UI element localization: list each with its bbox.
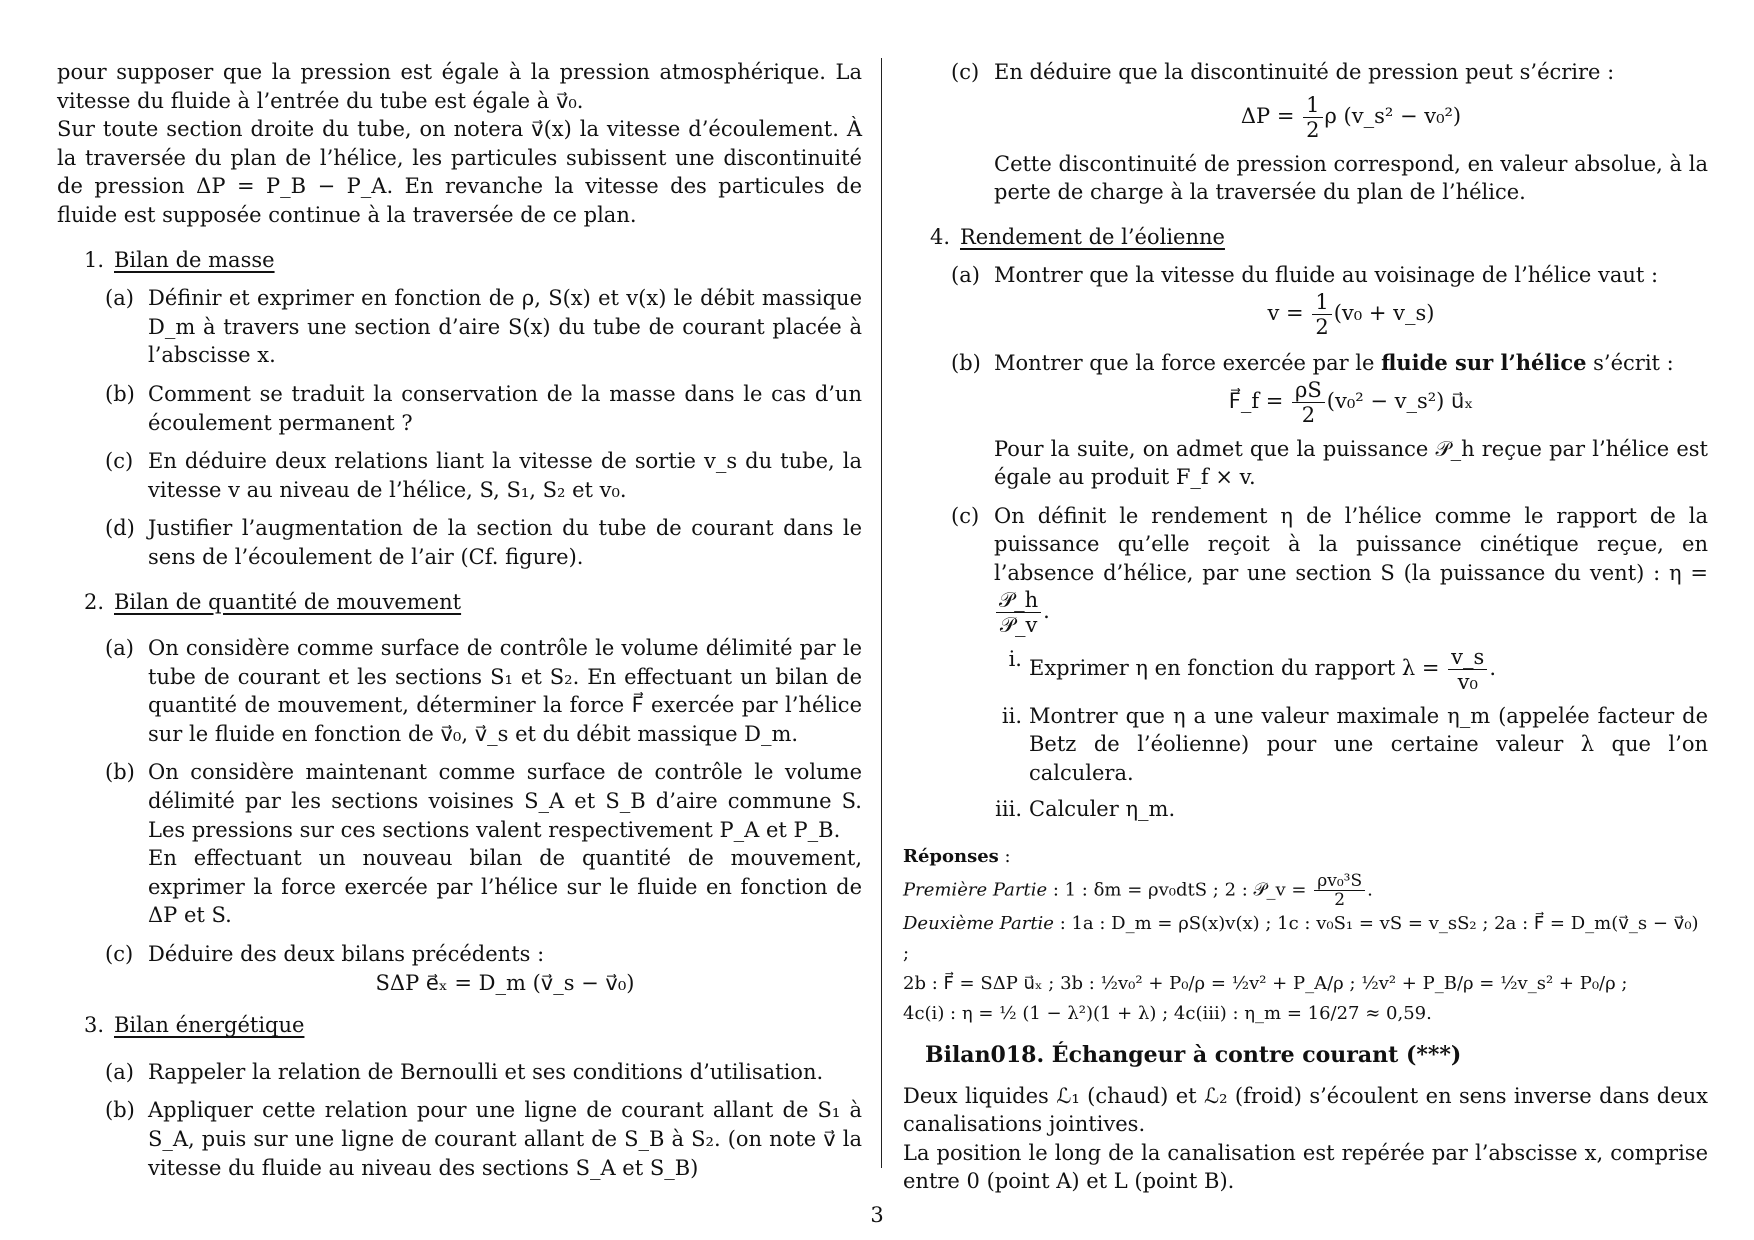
left-column [57, 58, 862, 1182]
item-label: (c) [105, 942, 134, 967]
fraction-denominator: 2 [1334, 889, 1346, 910]
item-text: On définit le rendement η de l’hélice comme le rapport de la puissance qu’elle reçoit à la puissance cinétique reçue, en l’absence d’hélice, par une section S (la puissance du vent) : η = [994, 503, 1708, 585]
item-text: Montrer que la vitesse du fluide au voisinage de l’hélice vaut : [994, 263, 1659, 288]
item-text: Exprimer η en fonction du rapport λ = [1029, 655, 1440, 680]
item-label: (a) [105, 1059, 134, 1084]
item-text: On considère maintenant comme surface de contrôle le volume délimité par les sections voisines S_A et S_B d’aire commune S. Les pressions sur ces sections valent respectivement P_A et P_B. [148, 760, 862, 842]
question-4a [903, 261, 1708, 290]
column-divider [881, 58, 882, 1168]
question-4b-note: Pour la suite, on admet que la puissance 𝒫_h reçue par l’hélice est égale au produit F_f × v. [994, 436, 1708, 490]
equation-3c [903, 93, 1708, 142]
equation-rhs: (v₀² − v_s²) u⃗ₓ [1326, 388, 1474, 413]
fraction-numerator: ρS [1292, 378, 1325, 403]
exercise-paragraph-2: La position le long de la canalisation est repérée par l’abscisse x, comprise entre 0 (point A) et L (point B). [903, 1140, 1708, 1194]
fraction-numerator: ρv₀³S [1314, 872, 1365, 891]
answers-line-3: 2b : F⃗ = SΔP u⃗ₓ ; 3b : ½v₀² + P₀/ρ = ½v² + P_A/ρ ; ½v² + P_B/ρ = ½v_s² + P₀/ρ ; [903, 972, 1628, 994]
item-label: (b) [105, 1098, 135, 1123]
item-text: Comment se traduit la conservation de la masse dans le cas d’un écoulement permanent ? [148, 381, 862, 435]
answers-text: : 1 : δm = ρv₀dtS ; 2 : 𝒫_v = [1047, 879, 1307, 901]
item-text: Calculer η_m. [1029, 797, 1176, 822]
fraction-denominator: 𝒫_v [999, 612, 1038, 637]
question-4c-i: i. Exprimer η en fonction du rapport λ = $\frac{v\_s}{\text{v₀}}$ . [903, 645, 1708, 694]
item-text: On considère comme surface de contrôle le volume délimité par le tube de courant et les sections S₁ et S₂. En effectuant un bilan de quantité de mouvement, déterminer la force F⃗ exercée par l’hélice sur le fluide en fonction de v⃗₀, v⃗_s et du débit massique D_m. [148, 636, 862, 746]
question-4c: (c) On définit le rendement η de l’hélice comme le rapport de la puissance qu’elle reçoit à la puissance cinétique reçue, en l’absence d’hélice, par une section S (la puissance du vent) : η = $\frac{\text{𝒫\_h}}{\text{𝒫\_v}}$ . [951, 503, 1708, 637]
item-label: i. [1008, 646, 1022, 671]
equation-rhs: (v₀ + v_s) [1333, 300, 1435, 325]
fraction-denominator: 2 [1301, 402, 1316, 427]
answers-part-label: Première Partie [903, 879, 1048, 901]
item-label: (c) [951, 60, 980, 84]
equation-lhs: v = [1267, 300, 1304, 325]
fraction-half [1312, 290, 1331, 339]
section-title: Bilan de masse [114, 247, 275, 272]
item-text: En déduire que la discontinuité de pression peut s’écrire : [994, 60, 1615, 84]
question-3a [57, 1058, 862, 1087]
equation-rhs: ρ (v_s² − v₀²) [1324, 103, 1462, 128]
section-title: Bilan de quantité de mouvement [114, 589, 462, 614]
question-1a [57, 284, 862, 370]
answers-part-label: Deuxième Partie [903, 912, 1054, 934]
item-label: ii. [1001, 703, 1022, 728]
fraction-denominator: 2 [1315, 314, 1329, 339]
question-1c [57, 447, 862, 504]
fraction-denominator: 2 [1306, 117, 1320, 142]
answers-label: Réponses [903, 845, 999, 867]
answers-line-2 [903, 909, 1708, 969]
item-label: (a) [105, 286, 134, 311]
item-label: (b) [105, 381, 135, 406]
answers-line-1: Première Partie : 1 : δm = ρv₀dtS ; 2 : 𝒫_v = $\frac{\text{ρv₀³S}}{2}$ . [903, 870, 1373, 910]
equation-2c: SΔP e⃗ₓ = D_m (v⃗_s − v⃗₀) [375, 970, 635, 995]
item-text: Montrer que η a une valeur maximale η_m (appelée facteur de Betz de l’éolienne) pour une certaine valeur λ que l’on calculera. [1029, 703, 1708, 785]
question-2c [57, 940, 862, 969]
equation-4b [903, 378, 1708, 427]
fraction-numerator: 1 [1312, 290, 1331, 315]
section-title: Rendement de l’éolienne [960, 224, 1225, 249]
fraction-rhoS-over-2 [1292, 378, 1325, 427]
section-2-heading [57, 588, 862, 617]
question-2b [57, 758, 862, 930]
section-number: 3. [84, 1013, 105, 1038]
item-text: Déduire des deux bilans précédents : [148, 942, 545, 967]
question-1b [57, 380, 862, 437]
section-number: 1. [84, 247, 105, 272]
intro-paragraph-1: pour supposer que la pression est égale à la pression atmosphérique. La vitesse du fluide à l’entrée du tube est égale à v⃗₀. [57, 60, 862, 113]
item-text: Rappeler la relation de Bernoulli et ses conditions d’utilisation. [148, 1059, 824, 1084]
item-text: Appliquer cette relation pour une ligne de courant allant de S₁ à S_A, puis sur une ligne de courant allant de S_B à S₂. (on note v⃗ la vitesse du fluide au niveau des sections S_A et S_B) [148, 1098, 862, 1180]
question-3b [57, 1096, 862, 1182]
item-label: (b) [951, 350, 981, 375]
fraction-lambda [1448, 645, 1487, 694]
item-text-end: s’écrit : [1586, 350, 1674, 375]
page-number: 3 [870, 1203, 884, 1227]
fraction-half [1303, 93, 1322, 142]
item-text-continued: En effectuant un nouveau bilan de quantité de mouvement, exprimer la force exercée par l’hélice sur le fluide en fonction de ΔP et S. [148, 846, 862, 928]
fraction-power-ratio [996, 588, 1041, 637]
section-1-heading [57, 246, 862, 275]
exercise-title: Bilan018. Échangeur à contre courant (***) [925, 1041, 1462, 1068]
item-text: En déduire deux relations liant la vitesse de sortie v_s du tube, la vitesse v au niveau de l’hélice, S, S₁, S₂ et v₀. [148, 449, 862, 502]
item-text-bold: fluide sur l’hélice [1381, 349, 1587, 375]
fraction-numerator: 1 [1303, 93, 1322, 118]
question-4c-ii [903, 702, 1708, 788]
item-label: iii. [995, 797, 1022, 822]
exercise-paragraph-1: Deux liquides ℒ₁ (chaud) et ℒ₂ (froid) s’écoulent en sens inverse dans deux canalisations jointives. [903, 1083, 1708, 1137]
section-number: 4. [930, 224, 951, 249]
item-label: (d) [105, 516, 135, 541]
item-label: (a) [951, 263, 980, 288]
equation-lhs: F⃗_f = [1228, 388, 1284, 413]
fraction-wind-power [1314, 872, 1365, 909]
section-3-heading [57, 1011, 862, 1040]
question-2a [57, 634, 862, 748]
question-1d [57, 514, 862, 571]
item-label: (a) [105, 636, 134, 661]
section-number: 2. [84, 589, 105, 614]
answers-line-4: 4c(i) : η = ½ (1 − λ²)(1 + λ) ; 4c(iii) : η_m = 16/27 ≈ 0,59. [903, 1002, 1432, 1024]
question-4b [903, 349, 1708, 378]
item-text: Définir et exprimer en fonction de ρ, S(x) et v(x) le débit massique D_m à travers une section d’aire S(x) du tube de courant placée à l’abscisse x. [148, 286, 862, 368]
equation-lhs: ΔP = [1240, 103, 1295, 128]
item-label: (c) [951, 503, 980, 528]
question-3c [903, 58, 1708, 87]
question-3c-note: Cette discontinuité de pression correspond, en valeur absolue, à la perte de charge à la traversée du plan de l’hélice. [994, 151, 1708, 205]
section-title: Bilan énergétique [114, 1013, 305, 1038]
fraction-numerator: v_s [1448, 645, 1487, 670]
item-label: (b) [105, 760, 135, 785]
item-text: Justifier l’augmentation de la section du tube de courant dans le sens de l’écoulement de l’air (Cf. figure). [148, 516, 862, 569]
item-text: Montrer que la force exercée par le [994, 350, 1382, 375]
question-4c-iii [903, 795, 1708, 824]
item-label: (c) [105, 449, 134, 474]
intro-paragraph-2: Sur toute section droite du tube, on notera v⃗(x) la vitesse d’écoulement. À la traversée du plan de l’hélice, les particules subissent une discontinuité de pression ΔP = P_B − P_A. En revanche la vitesse des particules de fluide est supposée continue à la traversée de ce plan. [57, 117, 862, 227]
fraction-numerator: 𝒫_h [996, 588, 1041, 613]
fraction-denominator: v₀ [1457, 669, 1478, 694]
answers-block: Réponses : Première Partie : 1 : δm = ρv₀dtS ; 2 : 𝒫_v = $\frac{\text{ρv₀³S}}{2}$ . Deuxième Partie : 1a : D_m = ρS(x)v(x) ; 1c : v₀S₁ = vS = v_sS₂ ; 2a : F⃗ = D_m(v⃗_s − v⃗₀) ; 2b : F⃗ = SΔP u⃗ₓ ; 3b : ½v₀² + P₀/ρ = ½v² + P_A/ρ ; ½v² + P_B/ρ = ½v_s² + P₀/ρ ; 4c(i) : η = ½ (1 − λ²)(1 + λ) ; 4c(iii) : η_m = 16/27 ≈ 0,59. [903, 842, 1708, 1029]
right-column [903, 58, 1708, 1196]
equation-4a [903, 290, 1708, 339]
answers-text: : 1a : D_m = ρS(x)v(x) ; 1c : v₀S₁ = vS = v_sS₂ ; 2a : F⃗ = D_m(v⃗_s − v⃗₀) ; [903, 912, 1699, 964]
section-4-heading [903, 223, 1708, 252]
